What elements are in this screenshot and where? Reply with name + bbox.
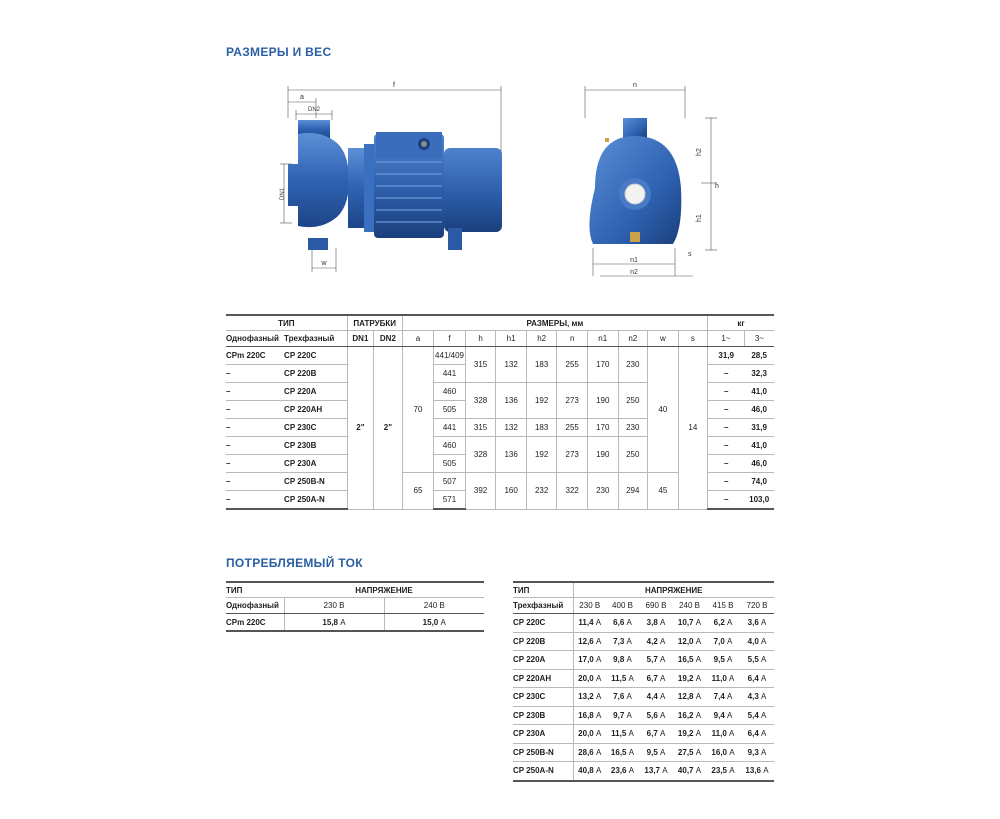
cur2-value: 12,6 А: [573, 632, 606, 651]
cell-f: 505: [434, 401, 466, 419]
cur2-value: 11,0 А: [706, 725, 740, 744]
cell-a: 70: [402, 347, 434, 473]
cur2-value: 12,8 А: [673, 688, 706, 707]
current-single-phase-table: [226, 581, 484, 632]
cur2-model: CP 230C: [513, 688, 573, 707]
table-row: [513, 651, 774, 670]
cur2-model: CP 230B: [513, 706, 573, 725]
cur2-voltage-header: НАПРЯЖЕНИЕ: [573, 582, 774, 598]
cell-f: 460: [434, 383, 466, 401]
dim-label-f: f: [393, 82, 395, 89]
col-header-h: h: [465, 331, 496, 347]
cell-h2: 183: [526, 347, 557, 383]
col-header-n: n: [557, 331, 588, 347]
cell-kg-3ph: 32,3: [744, 365, 774, 383]
col-header-a: a: [402, 331, 434, 347]
cur2-phase-header: Трехфазный: [513, 598, 573, 614]
col-header-single: Однофазный: [226, 331, 284, 347]
cur2-value: 16,5 А: [673, 651, 706, 670]
col-header-h2: h2: [526, 331, 557, 347]
cell-kg-1ph: –: [708, 473, 745, 491]
cur2-value: 11,4 А: [573, 614, 606, 633]
cur2-value: 5,7 А: [639, 651, 673, 670]
cur2-value: 3,6 А: [740, 614, 774, 633]
cell-f: 505: [434, 455, 466, 473]
cur2-value: 16,8 А: [573, 706, 606, 725]
cell-kg-3ph: 28,5: [744, 347, 774, 365]
cell-w: 45: [648, 473, 679, 510]
cell-s: 14: [678, 347, 708, 510]
dimensions-heading: РАЗМЕРЫ И ВЕС: [226, 45, 332, 59]
cell-f: 460: [434, 437, 466, 455]
cell-three: CP 250B-N: [284, 473, 347, 491]
cur1-model: CPm 220C: [226, 614, 284, 632]
dim-label-h1: h1: [696, 214, 703, 222]
cell-n2: 250: [618, 383, 648, 419]
cell-kg-3ph: 103,0: [744, 491, 774, 510]
cur2-value: 9,7 А: [606, 706, 639, 725]
cur1-value-230: 15,8 А: [284, 614, 384, 632]
cur2-type-header: ТИП: [513, 582, 573, 598]
cur2-value: 6,4 А: [740, 725, 774, 744]
cur1-phase-header: Однофазный: [226, 598, 284, 614]
col-header-dn2: DN2: [374, 331, 403, 347]
cell-f: 441: [434, 365, 466, 383]
table-row: [226, 347, 774, 365]
cell-f: 441: [434, 419, 466, 437]
cell-h: 328: [465, 437, 496, 473]
cell-kg-3ph: 41,0: [744, 437, 774, 455]
cell-h2: 183: [526, 419, 557, 437]
cur2-value: 9,8 А: [606, 651, 639, 670]
cell-f: 507: [434, 473, 466, 491]
cell-n1: 170: [587, 347, 618, 383]
table-row: [513, 725, 774, 744]
cur2-model: CP 220C: [513, 614, 573, 633]
cur2-value: 20,0 А: [573, 725, 606, 744]
cur1-voltage-240: 240 В: [384, 598, 484, 614]
col-header-dn1: DN1: [347, 331, 373, 347]
dim-label-n: n: [633, 82, 637, 89]
cell-f: 441/409: [434, 347, 466, 365]
cell-h: 392: [465, 473, 496, 510]
cell-kg-3ph: 46,0: [744, 401, 774, 419]
cell-kg-1ph: –: [708, 455, 745, 473]
cur1-type-header: ТИП: [226, 582, 284, 598]
cell-n: 273: [557, 383, 588, 419]
group-header-type: ТИП: [226, 315, 347, 331]
cell-h1: 136: [496, 383, 527, 419]
col-header-kg-3ph: 3~: [744, 331, 774, 347]
cur2-model: CP 250B-N: [513, 743, 573, 762]
cell-n2: 294: [618, 473, 648, 510]
cell-kg-3ph: 31,9: [744, 419, 774, 437]
cur1-voltage-header: НАПРЯЖЕНИЕ: [284, 582, 484, 598]
cur2-model: CP 250A-N: [513, 762, 573, 781]
cur2-value: 4,3 А: [740, 688, 774, 707]
table-row: [513, 614, 774, 633]
table-row: [513, 632, 774, 651]
cell-kg-1ph: –: [708, 401, 745, 419]
cur2-value: 17,0 А: [573, 651, 606, 670]
pump-side-view-drawing: [268, 78, 520, 278]
cur2-value: 7,0 А: [706, 632, 740, 651]
cur2-value: 9,5 А: [706, 651, 740, 670]
cell-n2: 230: [618, 347, 648, 383]
cell-n: 273: [557, 437, 588, 473]
cell-h1: 136: [496, 437, 527, 473]
cur2-value: 10,7 А: [673, 614, 706, 633]
cell-single: –: [226, 365, 284, 383]
cell-single: –: [226, 401, 284, 419]
group-header-ports: ПАТРУБКИ: [347, 315, 402, 331]
cell-three: CP 230B: [284, 437, 347, 455]
cell-kg-3ph: 46,0: [744, 455, 774, 473]
cur2-voltage-col: 415 В: [706, 598, 740, 614]
cur2-value: 9,3 А: [740, 743, 774, 762]
cur2-model: CP 220AH: [513, 669, 573, 688]
cur2-value: 23,5 А: [706, 762, 740, 781]
cell-n1: 230: [587, 473, 618, 510]
cur2-value: 4,4 А: [639, 688, 673, 707]
cur1-voltage-230: 230 В: [284, 598, 384, 614]
table-row: [513, 743, 774, 762]
table-row: [513, 688, 774, 707]
cur2-value: 23,6 А: [606, 762, 639, 781]
cell-dn1: 2": [347, 347, 373, 510]
cell-three: CP 230C: [284, 419, 347, 437]
table-row: [513, 669, 774, 688]
cell-single: –: [226, 437, 284, 455]
cur2-value: 6,2 А: [706, 614, 740, 633]
cur2-value: 7,4 А: [706, 688, 740, 707]
cell-h1: 160: [496, 473, 527, 510]
cell-three: CP 220C: [284, 347, 347, 365]
cur2-value: 6,7 А: [639, 725, 673, 744]
cur2-value: 16,2 А: [673, 706, 706, 725]
cur2-value: 9,4 А: [706, 706, 740, 725]
cell-kg-3ph: 41,0: [744, 383, 774, 401]
col-header-n1: n1: [587, 331, 618, 347]
cur2-value: 13,7 А: [639, 762, 673, 781]
cur2-model: CP 230A: [513, 725, 573, 744]
cur2-value: 9,5 А: [639, 743, 673, 762]
current-three-phase-table: [513, 581, 774, 782]
cell-w: 40: [648, 347, 679, 473]
col-header-kg-1ph: 1~: [708, 331, 745, 347]
cell-kg-1ph: –: [708, 437, 745, 455]
cur2-voltage-col: 690 В: [639, 598, 673, 614]
pump-front-view-drawing: [575, 78, 725, 278]
cell-three: CP 250A-N: [284, 491, 347, 510]
group-header-sizes: РАЗМЕРЫ, мм: [402, 315, 707, 331]
cur2-value: 16,0 А: [706, 743, 740, 762]
cur2-value: 5,6 А: [639, 706, 673, 725]
cell-kg-1ph: –: [708, 365, 745, 383]
cell-n1: 190: [587, 383, 618, 419]
cell-a: 65: [402, 473, 434, 510]
cur2-value: 11,0 А: [706, 669, 740, 688]
cur2-value: 13,6 А: [740, 762, 774, 781]
cur2-value: 5,5 А: [740, 651, 774, 670]
cell-three: CP 220B: [284, 365, 347, 383]
col-header-s: s: [678, 331, 708, 347]
cur2-value: 11,5 А: [606, 725, 639, 744]
dim-label-dn2: DN2: [307, 107, 321, 113]
cur2-value: 28,6 А: [573, 743, 606, 762]
dim-label-h: h: [715, 183, 719, 190]
cell-h1: 132: [496, 347, 527, 383]
dim-label-dn1: DN1: [280, 187, 286, 201]
cell-h2: 192: [526, 437, 557, 473]
cell-h2: 192: [526, 383, 557, 419]
cur2-value: 6,4 А: [740, 669, 774, 688]
cur2-value: 19,2 А: [673, 725, 706, 744]
cell-single: –: [226, 419, 284, 437]
dim-label-n2: n2: [630, 269, 638, 276]
cell-n: 255: [557, 419, 588, 437]
col-header-n2: n2: [618, 331, 648, 347]
cell-h: 328: [465, 383, 496, 419]
cur2-model: CP 220A: [513, 651, 573, 670]
cell-single: –: [226, 473, 284, 491]
cur2-value: 13,2 А: [573, 688, 606, 707]
cur2-value: 11,5 А: [606, 669, 639, 688]
cur2-value: 6,6 А: [606, 614, 639, 633]
table-row: [226, 614, 484, 632]
cur2-value: 27,5 А: [673, 743, 706, 762]
col-header-h1: h1: [496, 331, 527, 347]
cell-kg-1ph: 31,9: [708, 347, 745, 365]
cur2-voltage-col: 230 В: [573, 598, 606, 614]
cell-dn2: 2": [374, 347, 403, 510]
cur2-value: 4,2 А: [639, 632, 673, 651]
col-header-f: f: [434, 331, 466, 347]
cell-h: 315: [465, 419, 496, 437]
cell-n2: 230: [618, 419, 648, 437]
cell-kg-1ph: –: [708, 491, 745, 510]
cell-n: 322: [557, 473, 588, 510]
cell-f: 571: [434, 491, 466, 510]
dim-label-a: a: [300, 94, 304, 101]
cell-n2: 250: [618, 437, 648, 473]
cell-h: 315: [465, 347, 496, 383]
group-header-kg: кг: [708, 315, 774, 331]
cell-three: CP 220A: [284, 383, 347, 401]
cell-single: CPm 220C: [226, 347, 284, 365]
cur2-value: 4,0 А: [740, 632, 774, 651]
cell-kg-1ph: –: [708, 419, 745, 437]
cur2-voltage-col: 240 В: [673, 598, 706, 614]
cur2-value: 7,3 А: [606, 632, 639, 651]
col-header-w: w: [648, 331, 679, 347]
cur2-model: CP 220B: [513, 632, 573, 651]
current-heading: ПОТРЕБЛЯЕМЫЙ ТОК: [226, 556, 363, 570]
table-row: [513, 706, 774, 725]
dim-label-n1: n1: [630, 257, 638, 264]
cur2-value: 12,0 А: [673, 632, 706, 651]
dimensions-table: [226, 314, 774, 510]
cur2-voltage-col: 720 В: [740, 598, 774, 614]
cell-three: CP 230A: [284, 455, 347, 473]
cell-single: –: [226, 383, 284, 401]
dim-label-s: s: [688, 251, 692, 258]
cur2-value: 19,2 А: [673, 669, 706, 688]
col-header-three: Трехфазный: [284, 331, 347, 347]
cell-n1: 170: [587, 419, 618, 437]
cur1-value-240: 15,0 А: [384, 614, 484, 632]
cell-three: CP 220AH: [284, 401, 347, 419]
cur2-value: 40,7 А: [673, 762, 706, 781]
cur2-value: 40,8 А: [573, 762, 606, 781]
cell-h2: 232: [526, 473, 557, 510]
cell-single: –: [226, 491, 284, 510]
cell-single: –: [226, 455, 284, 473]
cell-n1: 190: [587, 437, 618, 473]
cur2-value: 5,4 А: [740, 706, 774, 725]
cell-h1: 132: [496, 419, 527, 437]
cur2-value: 3,8 А: [639, 614, 673, 633]
cur2-value: 6,7 А: [639, 669, 673, 688]
cell-kg-3ph: 74,0: [744, 473, 774, 491]
cur2-value: 7,6 А: [606, 688, 639, 707]
dim-label-w: w: [321, 260, 327, 267]
cell-kg-1ph: –: [708, 383, 745, 401]
cur2-value: 16,5 А: [606, 743, 639, 762]
dim-label-h2: h2: [696, 148, 703, 156]
table-row: [513, 762, 774, 781]
cell-n: 255: [557, 347, 588, 383]
cur2-value: 20,0 А: [573, 669, 606, 688]
cur2-voltage-col: 400 В: [606, 598, 639, 614]
